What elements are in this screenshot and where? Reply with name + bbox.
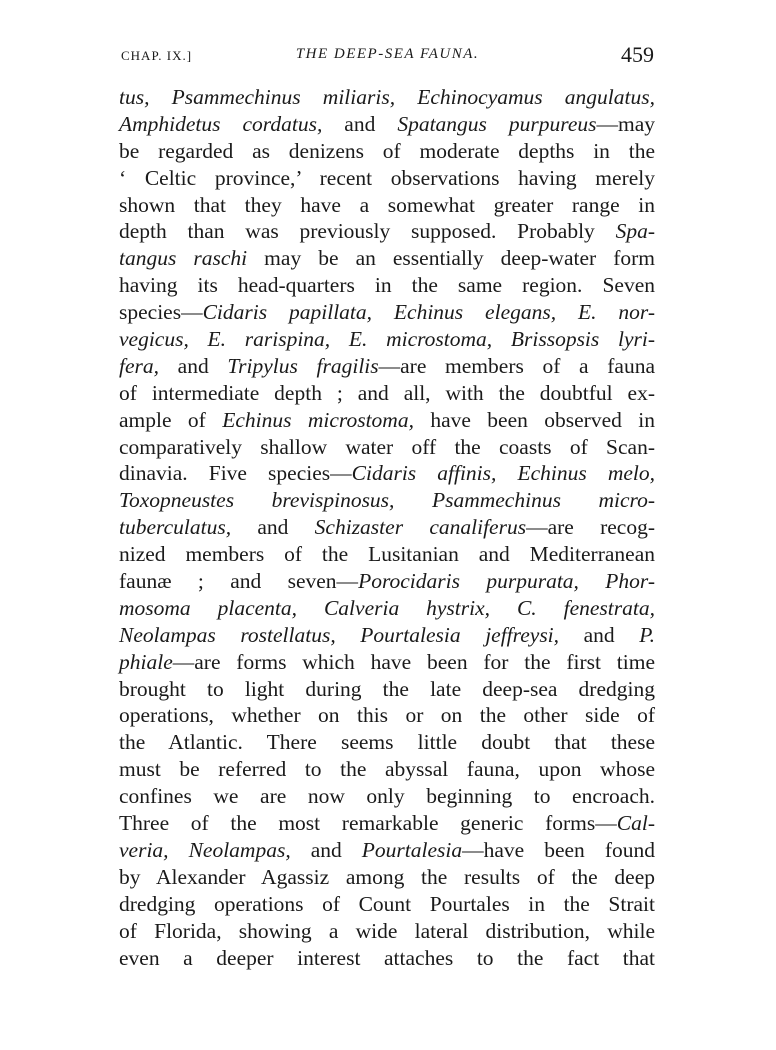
italic-text-segment: tangus raschi xyxy=(119,246,248,271)
text-line xyxy=(119,380,655,407)
text-line xyxy=(119,649,655,676)
text-segment: ample of xyxy=(119,407,223,432)
text-line xyxy=(119,702,655,729)
chapter-label: CHAP. IX.] xyxy=(121,48,193,63)
text-segment: even a deeper interest attaches to the fact that xyxy=(119,945,655,970)
text-line xyxy=(119,165,655,192)
text-line xyxy=(119,84,655,111)
text-line xyxy=(119,192,655,219)
italic-text-segment: Tripylus fragilis xyxy=(227,353,379,378)
text-line xyxy=(119,945,655,972)
text-line xyxy=(119,729,655,756)
text-line xyxy=(119,272,655,299)
italic-text-segment: tus, Psammechinus miliaris, Echinocyamus angulatus, xyxy=(119,85,655,109)
text-line xyxy=(119,756,655,783)
italic-text-segment: Cidaris papillata, Echinus elegans, E. nor- xyxy=(202,300,655,325)
italic-text-segment: Echinus microstoma, xyxy=(222,407,414,432)
text-segment: —are forms which have been for the first time xyxy=(172,649,655,674)
text-line xyxy=(119,891,655,918)
italic-text-segment: phiale xyxy=(119,649,173,674)
text-segment: by Alexander Agassiz among the results of the deep xyxy=(119,864,655,889)
text-line xyxy=(119,864,655,891)
text-segment: depth than was previously supposed. Probably xyxy=(119,219,616,244)
italic-text-segment: veria, Neolampas, xyxy=(119,837,291,862)
text-line xyxy=(119,138,655,165)
text-segment: must be referred to the abyssal fauna, upon whose xyxy=(119,757,655,782)
text-segment: —have been found xyxy=(462,837,655,862)
text-line xyxy=(119,676,655,703)
italic-text-segment: Schizaster canaliferus xyxy=(314,515,527,540)
text-line xyxy=(119,434,655,461)
text-line xyxy=(119,299,655,326)
text-line xyxy=(119,783,655,810)
text-line xyxy=(119,918,655,945)
text-line xyxy=(119,487,655,514)
text-segment: shown that they have a somewhat greater range in xyxy=(119,192,655,217)
text-line xyxy=(119,810,655,837)
text-segment: brought to light during the late deep-sea dredging xyxy=(119,676,655,701)
text-line xyxy=(119,622,655,649)
text-line xyxy=(119,837,655,864)
italic-text-segment: vegicus, E. rarispina, E. microstoma, Brissopsis lyri- xyxy=(119,327,655,352)
text-segment: confines we are now only beginning to encroach. xyxy=(119,784,655,809)
italic-text-segment: P. xyxy=(639,622,655,647)
text-segment: faunæ ; and seven— xyxy=(119,569,359,594)
text-segment: of Florida, showing a wide lateral distribution, while xyxy=(119,918,655,943)
text-segment: may be an essentially deep-water form xyxy=(247,246,656,271)
italic-text-segment: Toxopneustes brevispinosus, Psammechinus micro- xyxy=(119,488,655,513)
text-line xyxy=(119,568,655,595)
text-segment: —are recog- xyxy=(526,515,656,540)
text-line xyxy=(119,326,655,353)
text-segment: and xyxy=(290,837,362,862)
text-line xyxy=(119,407,655,434)
text-segment: dredging operations of Count Pourtales in the Strait xyxy=(119,891,655,916)
text-line xyxy=(119,218,655,245)
italic-text-segment: Cal- xyxy=(616,811,655,836)
italic-text-segment: Neolampas rostellatus, Pourtalesia jeffreysi, xyxy=(119,622,560,647)
text-segment: have been observed in xyxy=(413,407,655,432)
italic-text-segment: Spa- xyxy=(615,219,655,244)
text-line xyxy=(119,460,655,487)
italic-text-segment: Spatangus purpureus xyxy=(397,111,597,136)
text-line xyxy=(119,111,655,138)
body-text xyxy=(119,84,655,971)
text-segment: ‘ Celtic province,’ recent observations having merely xyxy=(119,165,655,190)
text-segment: Three of the most remarkable generic forms— xyxy=(119,811,617,836)
text-line xyxy=(119,245,655,272)
text-segment: comparatively shallow water off the coasts of Scan- xyxy=(119,434,655,459)
text-segment: having its head-quarters in the same region. Seven xyxy=(119,273,655,298)
italic-text-segment: Amphidetus cordatus, xyxy=(119,111,323,136)
italic-text-segment: Cidaris affinis, Echinus melo, xyxy=(351,461,656,486)
running-header xyxy=(121,44,654,68)
italic-text-segment: fera, xyxy=(119,353,160,378)
text-line xyxy=(119,353,655,380)
text-line xyxy=(119,595,655,622)
text-segment: and xyxy=(322,111,398,136)
text-segment: and xyxy=(159,353,228,378)
italic-text-segment: Pourtalesia xyxy=(361,837,463,862)
text-segment: —may xyxy=(596,111,656,136)
text-segment: nized members of the Lusitanian and Mediterranean xyxy=(119,542,655,567)
running-title: THE DEEP-SEA FAUNA. xyxy=(295,46,480,62)
text-segment: species— xyxy=(119,300,203,325)
text-segment: the Atlantic. There seems little doubt that these xyxy=(119,730,655,755)
italic-text-segment: mosoma placenta, Calveria hystrix, C. fenestrata, xyxy=(119,595,655,620)
text-segment: of intermediate depth ; and all, with the doubtful ex- xyxy=(119,380,655,405)
italic-text-segment: Porocidaris purpurata, Phor- xyxy=(358,569,655,594)
text-line xyxy=(119,541,655,568)
text-segment: operations, whether on this or on the other side of xyxy=(119,703,655,728)
page-number: 459 xyxy=(621,42,654,67)
italic-text-segment: tuberculatus, xyxy=(119,515,232,540)
text-segment: —are members of a fauna xyxy=(378,353,655,378)
text-segment: be regarded as denizens of moderate depths in the xyxy=(119,138,655,163)
text-segment: and xyxy=(559,622,640,647)
text-segment: and xyxy=(231,515,315,540)
text-segment: dinavia. Five species— xyxy=(119,461,352,486)
text-line xyxy=(119,514,655,541)
